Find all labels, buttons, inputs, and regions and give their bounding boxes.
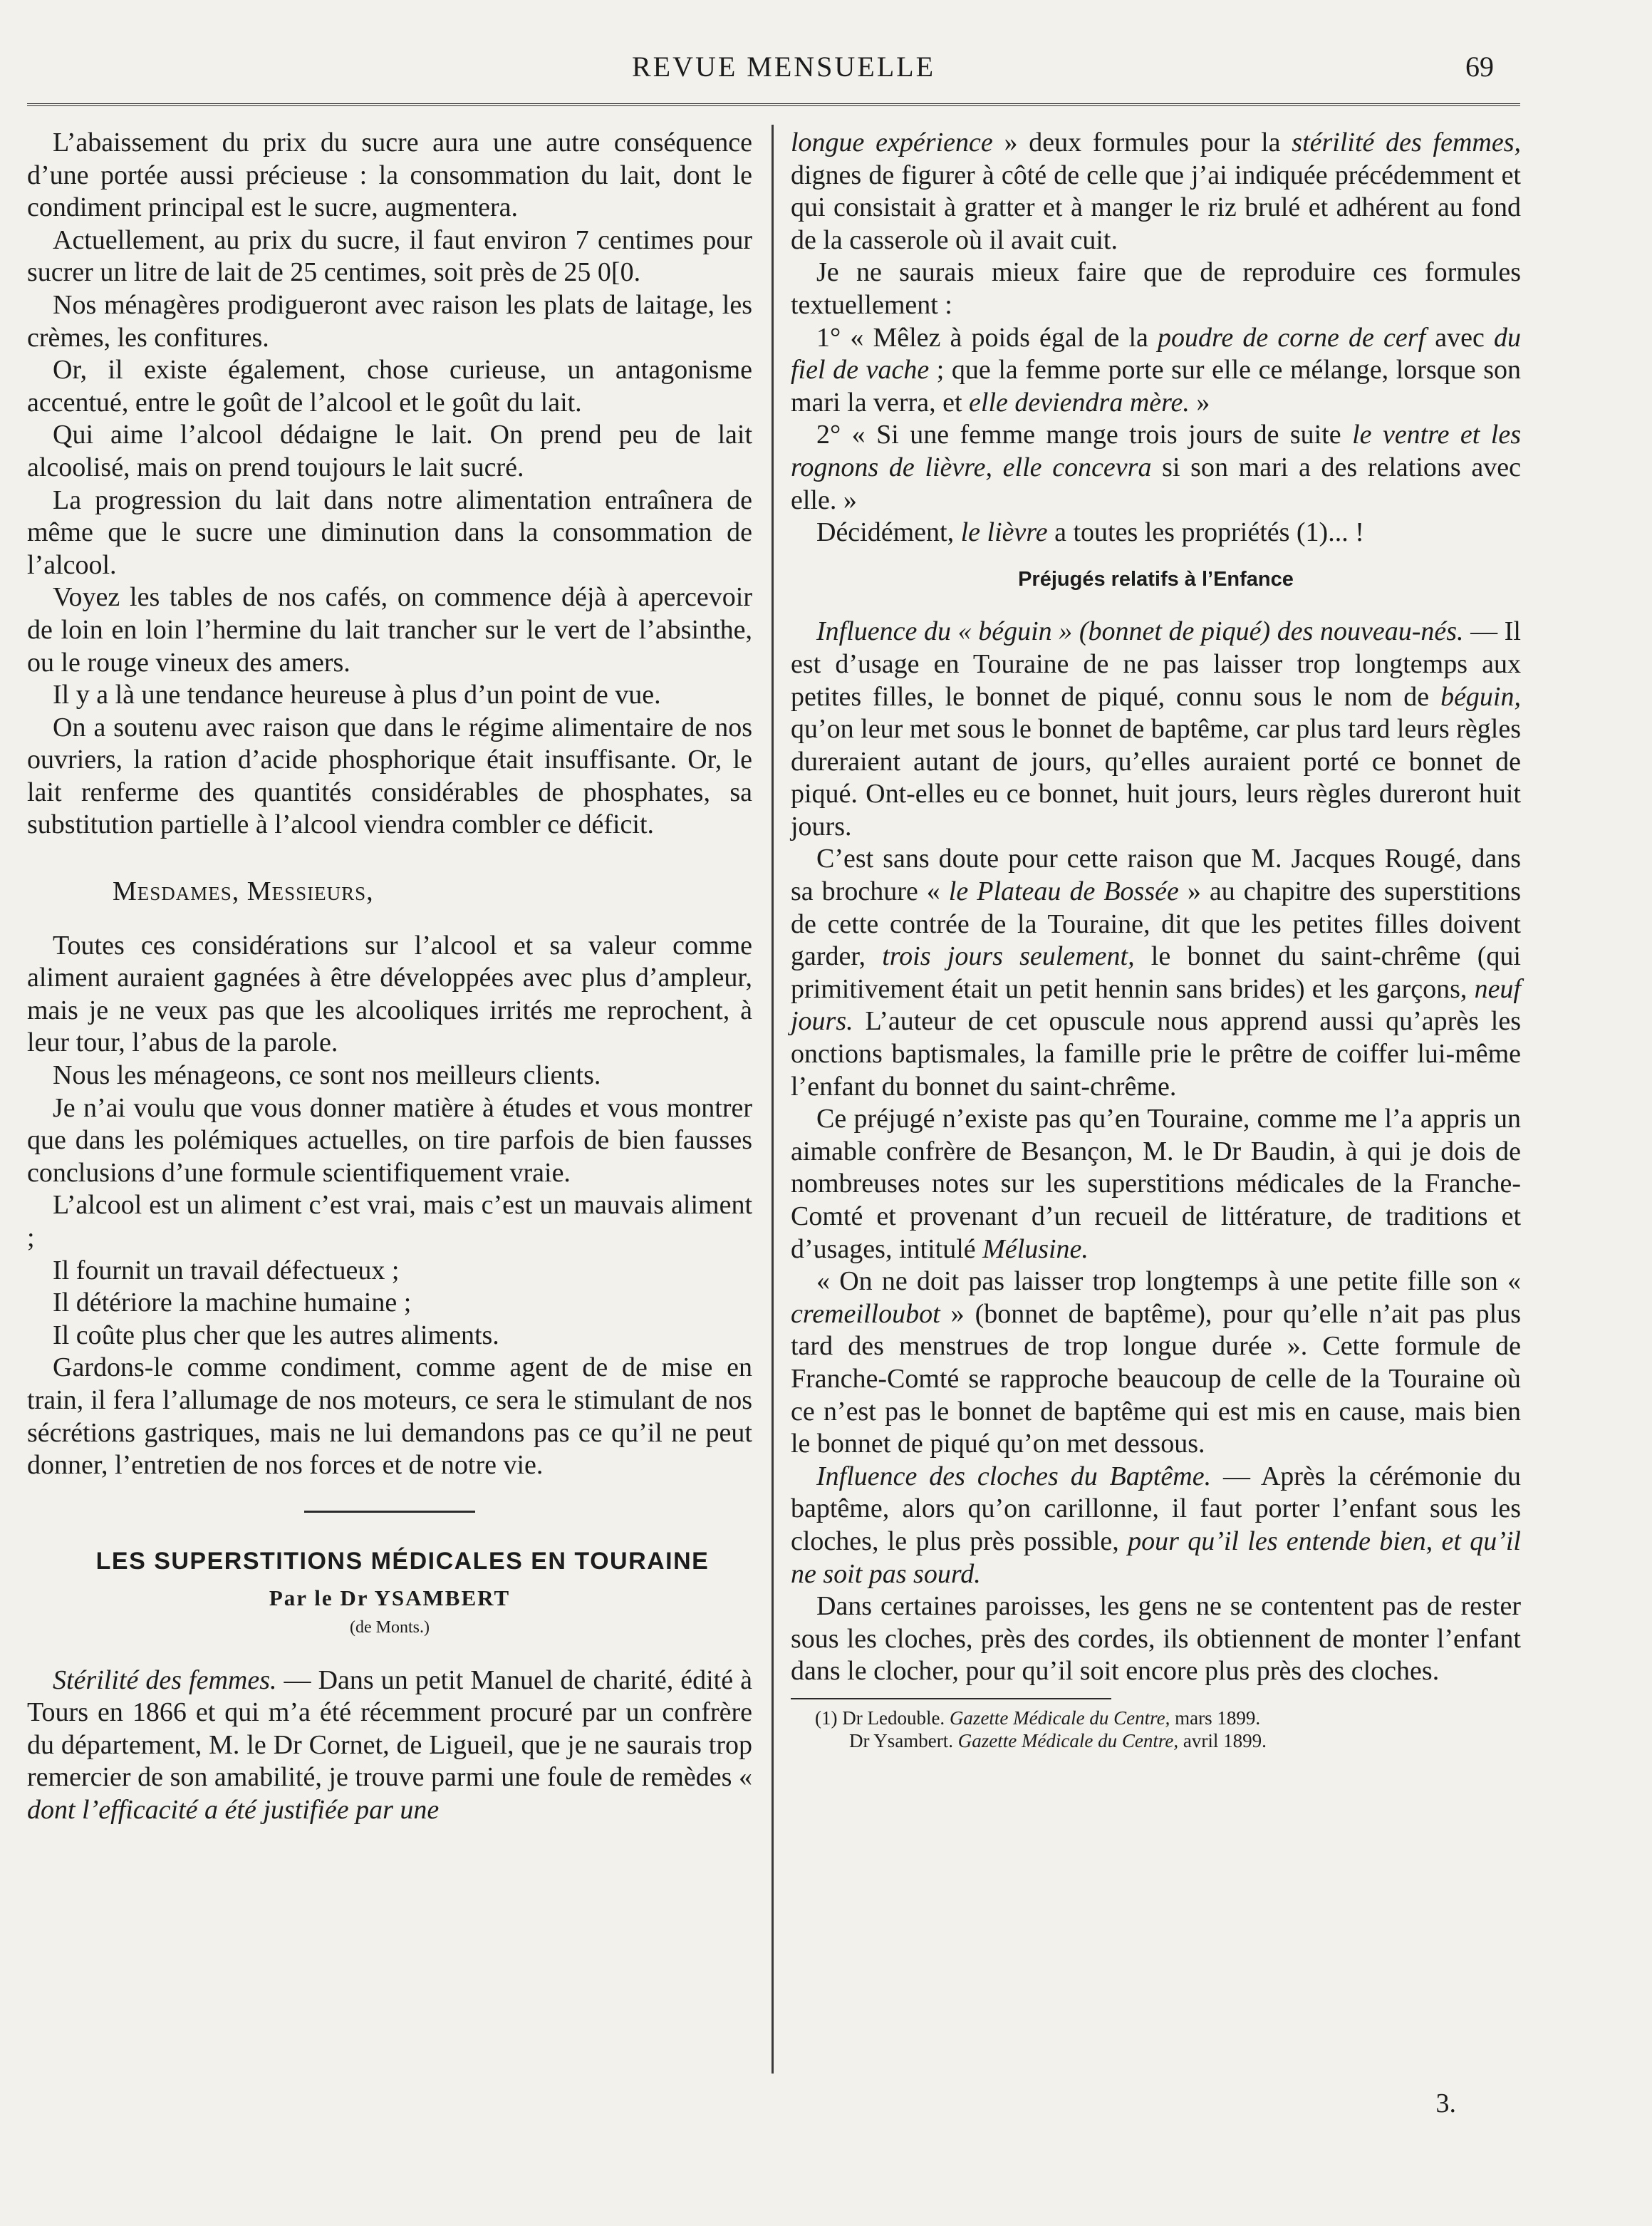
paragraph: Je ne saurais mieux faire que de reproduire ces formules textuellement :	[791, 257, 1521, 320]
italic-run: le lièvre	[960, 517, 1048, 548]
footnote-rule	[791, 1698, 1111, 1699]
text-run: — Dans un petit Manuel de charité, édité à Tours en 1866 et qui m’a été récemment procuré par un confrère du département, M. le Dr Cornet, de Ligueil, que je ne saurais trop remercier de son amabilité, je trouve parmi une foule de remèdes «	[27, 1665, 752, 1793]
italic-run: neuf jours.	[791, 973, 1521, 1037]
italic-run: Mélusine.	[982, 1233, 1089, 1264]
formula-2	[791, 419, 1521, 517]
italic-run: Gazette Médicale du Centre,	[949, 1707, 1170, 1729]
text-run: « On ne doit pas laisser trop longtemps à une petite fille son «	[816, 1266, 1521, 1297]
text-run: ; que la femme porte sur elle ce mélange, lorsque son mari la verra, et	[791, 355, 1521, 418]
paragraph: Dans certaines paroisses, les gens ne se contentent pas de rester sous les cloches, près des cordes, ils obtiennent de monter l’enfant dans le clocher, pour qu’il soit encore plus près des cloches.	[791, 1591, 1521, 1687]
footnote-1	[791, 1707, 1521, 1729]
paragraph: Il détériore la machine humaine ;	[53, 1288, 412, 1318]
paragraph	[791, 1265, 1521, 1461]
text-run: Décidément,	[816, 517, 961, 548]
italic-run: du fiel de vache	[791, 322, 1522, 385]
italic-run: le ventre et les rognons de lièvre, elle concevra	[791, 420, 1521, 482]
paragraph	[791, 1103, 1521, 1265]
paragraph	[791, 843, 1521, 1103]
paragraph: Or, il existe également, chose curieuse, un antagonisme accentué, entre le goût de l’alcool et le goût du lait.	[27, 355, 752, 418]
text-run: si son mari a des relations avec elle. »	[791, 452, 1521, 515]
italic-run: elle deviendra mère.	[969, 387, 1190, 418]
text-run: — Il est d’usage en Touraine de ne pas laisser trop longtemps aux petites filles, le bonnet de piqué, connu sous le nom de	[791, 616, 1521, 712]
text-run: avril 1899.	[1178, 1729, 1267, 1751]
paragraph	[791, 616, 1521, 843]
paragraph	[791, 127, 1521, 257]
paragraph: Actuellement, au prix du sucre, il faut environ 7 centimes pour sucrer un litre de lait de 25 centimes, soit près de 25 0[0.	[27, 224, 752, 288]
paragraph: L’abaissement du prix du sucre aura une autre conséquence d’une portée aussi précieuse : la consommation du lait, dont le condiment principal est le sucre, augmentera.	[27, 128, 752, 223]
text-run: a toutes les propriétés (1)... !	[1047, 517, 1364, 548]
paragraph: Qui aime l’alcool dédaigne le lait. On prend peu de lait alcoolisé, mais on prend toujours le lait sucré.	[27, 420, 752, 482]
italic-run: Influence du « béguin » (bonnet de piqué) des nouveau-nés.	[816, 616, 1464, 647]
text-run: Dr Ysambert.	[849, 1729, 958, 1751]
text-run: 2° « Si une femme mange trois jours de suite	[816, 420, 1353, 450]
paragraph: Nous les ménageons, ce sont nos meilleurs clients.	[53, 1060, 601, 1091]
article-title: LES SUPERSTITIONS MÉDICALES EN TOURAINE	[95, 1547, 710, 1575]
paragraph: La progression du lait dans notre alimentation entraînera de même que le sucre une diminution dans la consommation de l’alcool.	[27, 485, 752, 580]
italic-run: cremeilloubot	[791, 1298, 940, 1329]
text-run: C’est sans doute pour cette raison que M. Jacques Rougé, dans sa brochure «	[791, 844, 1521, 907]
paragraph: On a soutenu avec raison que dans le régime alimentaire de nos ouvriers, la ration d’acide phosphorique était insuffisante. Or, le lait renferme des quantités considérables de phosphates, sa substitution partielle à l’alcool viendra combler ce déficit.	[27, 712, 752, 840]
italic-run: Gazette Médicale du Centre,	[957, 1729, 1179, 1751]
section-subheading: Préjugés relatifs à l’Enfance	[1018, 567, 1294, 591]
text-run: — Après la cérémonie du baptême, alors qu’on carillonne, il faut porter l’enfant sous les cloches, le plus près possible,	[791, 1461, 1521, 1556]
article-byline: Par le Dr YSAMBERT	[269, 1585, 511, 1611]
italic-run: stérilité des femmes,	[1292, 128, 1522, 157]
text-run: » deux formules pour la	[992, 128, 1292, 157]
formula-1	[791, 322, 1521, 420]
paragraph	[791, 1461, 1521, 1590]
italic-run: béguin,	[1440, 681, 1521, 712]
text-run: qu’on leur met sous le bonnet de baptême, car plus tard leurs règles dureraient autant de jours, qu’elles auraient porté ce bonnet de piqué. Ont-elles eu ce bonnet, huit jours, leurs règles dureront huit jours.	[791, 714, 1521, 842]
paragraph: L’alcool est un aliment c’est vrai, mais c’est un mauvais aliment ;	[27, 1190, 752, 1253]
italic-run: longue expérience	[791, 128, 993, 157]
italic-run: le Plateau de Bossée	[948, 876, 1179, 907]
text-run: le bonnet du saint-chrême (qui primitivement était un petit hennin sans brides) et les garçons,	[791, 941, 1521, 1004]
paragraph	[27, 1665, 752, 1827]
section-rule	[304, 1511, 475, 1513]
right-column	[791, 127, 1521, 1752]
paragraph: Gardons-le comme condiment, comme agent de de mise en train, il fera l’allumage de nos moteurs, ce sera le stimulant de nos sécrétions gastriques, mais ne lui demandons pas ce qu’il ne peut donner, l’entretien de nos forces et de notre vie.	[27, 1352, 752, 1481]
text-run: »	[1189, 387, 1210, 418]
running-header	[0, 50, 1652, 93]
salutation: Mesdames, Messieurs,	[113, 876, 374, 907]
paragraph: Toutes ces considérations sur l’alcool et sa valeur comme aliment auraient gagnées à être développées avec plus d’ampleur, mais je ne veux pas que les alcooliques irrités me reprochent, à leur tour, l’abus de la parole.	[27, 930, 752, 1058]
paragraph: Je n’ai voulu que vous donner matière à études et vous montrer que dans les polémiques actuelles, on tire parfois de bien fausses conclusions d’une formule scientifiquement vraie.	[27, 1092, 752, 1188]
paragraph: Il fournit un travail défectueux ;	[53, 1255, 400, 1285]
paragraph: Il coûte plus cher que les autres aliments.	[53, 1320, 499, 1350]
italic-run: trois jours seulement,	[882, 941, 1135, 972]
journal-title: REVUE MENSUELLE	[631, 51, 936, 83]
italic-run: Stérilité des femmes.	[53, 1665, 277, 1695]
paragraph: Nos ménagères prodigueront avec raison les plats de laitage, les crèmes, les confitures.	[27, 289, 752, 353]
italic-run: poudre de corne de cerf	[1158, 322, 1426, 353]
text-run: 1° « Mêlez à poids égal de la	[816, 322, 1158, 353]
column-divider	[772, 125, 774, 2074]
spacer	[27, 842, 752, 876]
signature-mark: 3.	[1435, 2088, 1456, 2118]
text-run: mars 1899.	[1170, 1707, 1261, 1729]
text-run: » (bonnet de baptême), pour qu’elle n’ait pas plus tard des menstrues de trop longue durée ». Cette formule de Franche-Comté se rapproche beaucoup de celle de la Touraine où ce n’est pas le bonnet de baptême qui est mis en cause, mais bien le bonnet de piqué qu’on met dessous.	[791, 1298, 1521, 1459]
paragraph: Voyez les tables de nos cafés, on commence déjà à apercevoir de loin en loin l’hermine du lait trancher sur le vert de l’absinthe, ou le rouge vineux des amers.	[27, 582, 752, 678]
text-run: (1) Dr Ledouble.	[815, 1707, 950, 1729]
text-run: avec	[1425, 322, 1495, 353]
italic-run: dont l’efficacité a été justifiée par une	[27, 1794, 440, 1825]
footnote-2	[791, 1729, 1521, 1752]
header-rule	[27, 103, 1520, 106]
text-run: Ce préjugé n’existe pas qu’en Touraine, comme me l’a appris un aimable confrère de Besançon, M. le Dr Baudin, à qui je dois de nombreuses notes sur les superstitions médicales de la Franche-Comté et provenant d’un recueil de littérature, de traditions et d’usages, intitulé	[791, 1104, 1521, 1264]
text-run: L’auteur de cet opuscule nous apprend aussi qu’après les onctions baptismales, la famille prie le prêtre de coiffer lui-même l’enfant du bonnet du saint-chrême.	[791, 1006, 1521, 1102]
left-column	[27, 127, 752, 1827]
paragraph	[791, 517, 1521, 549]
page-number: 69	[1465, 51, 1494, 83]
italic-run: Influence des cloches du Baptême.	[816, 1461, 1212, 1491]
text-run: » au chapitre des superstitions de cette contrée de la Touraine, dit que les petites filles doivent garder,	[791, 876, 1521, 972]
italic-run: pour qu’il les entende bien, et qu’il ne soit pas sourd.	[791, 1526, 1521, 1589]
paragraph: Il y a là une tendance heureuse à plus d’un point de vue.	[53, 680, 661, 710]
text-run: dignes de figurer à côté de celle que j’ai indiquée précédemment et qui consistait à gratter et à manger le riz brulé et adhérent au fond de la casserole où il avait cuit.	[791, 160, 1521, 255]
byline-place: (de Monts.)	[350, 1617, 430, 1637]
